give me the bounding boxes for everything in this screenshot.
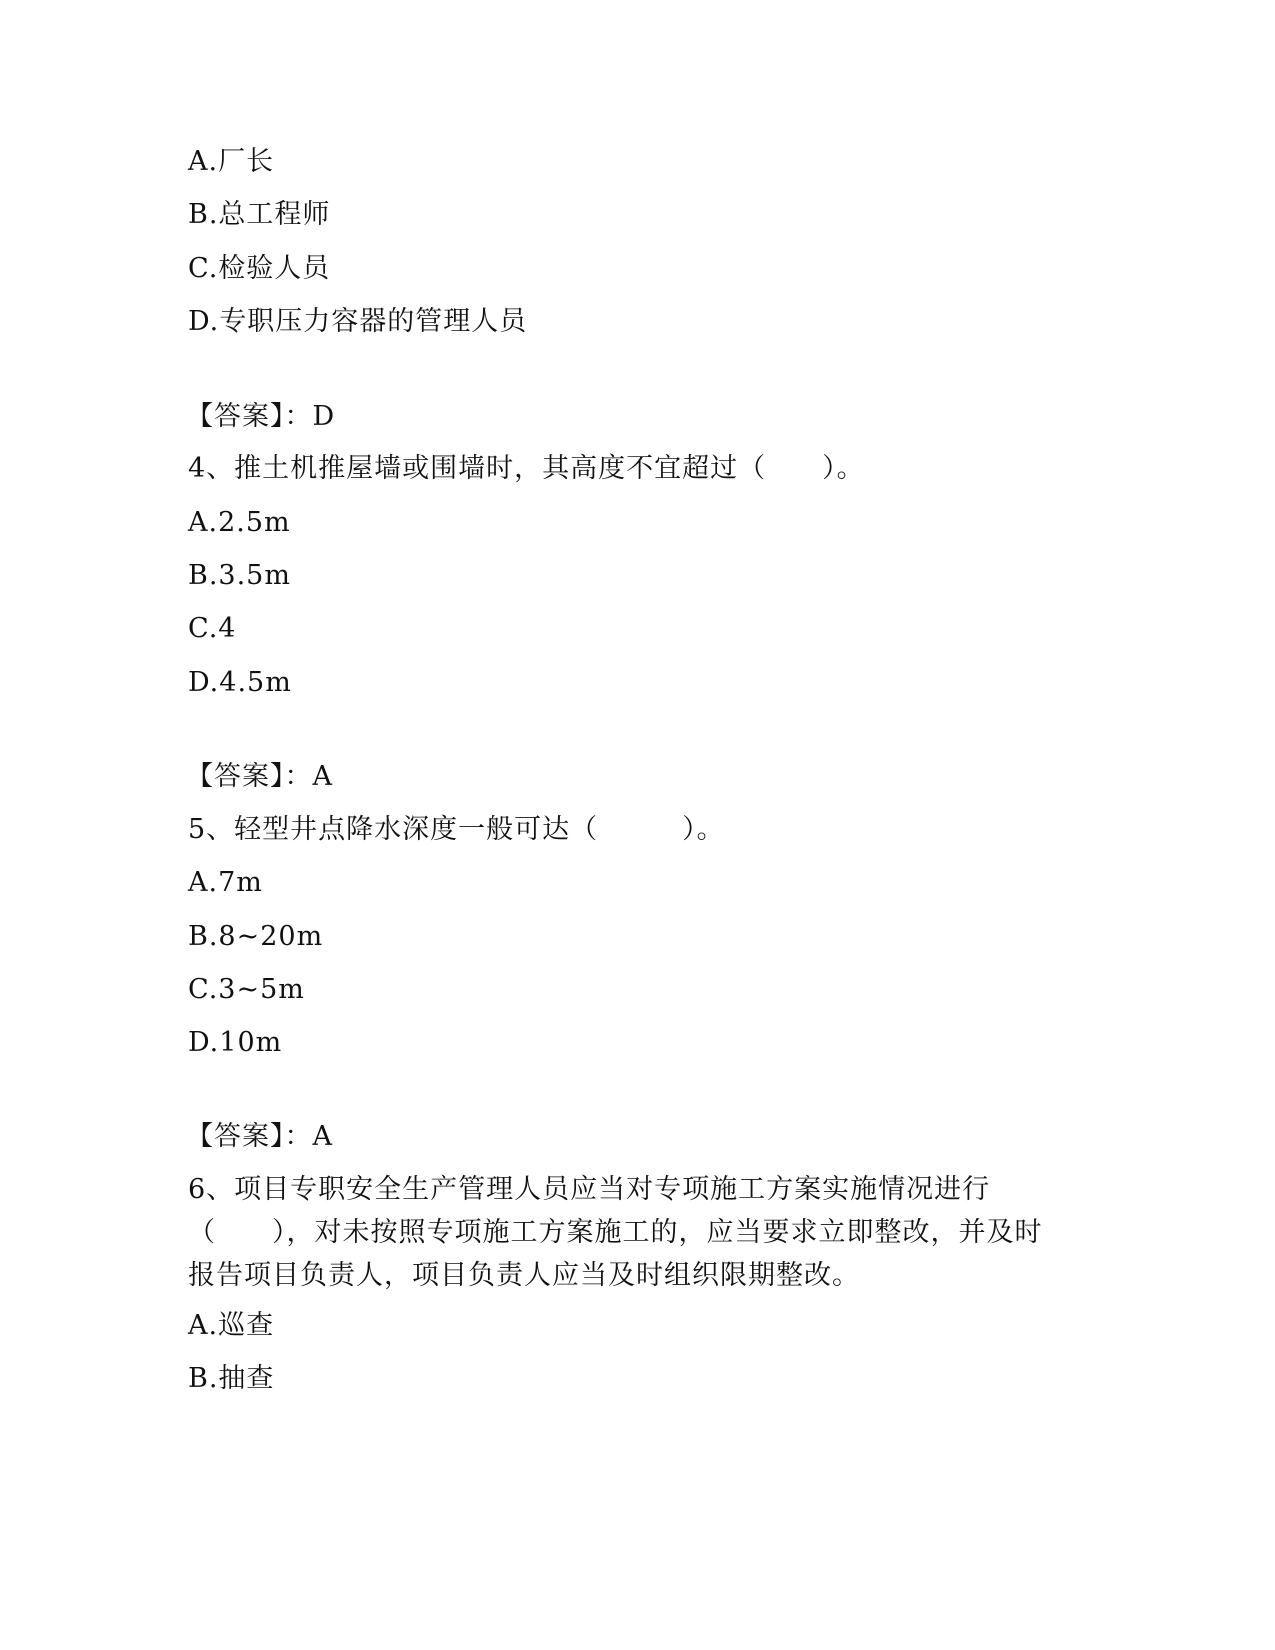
q5-answer: 【答案】：A <box>186 1121 333 1152</box>
q4-option-a: A.2.5m <box>188 507 291 538</box>
q3-option-b: B.总工程师 <box>188 199 331 230</box>
q6-question: 6、项目专职安全生产管理人员应当对专项施工方案实施情况进行（ ），对未按照专项施工方案施工的，应当要求立即整改，并及时报告项目负责人，项目负责人应当及时组织限期整改。 <box>188 1174 1043 1291</box>
q3-answer: 【答案】：D <box>186 401 336 432</box>
q3-option-c: C.检验人员 <box>188 253 331 284</box>
q3-option-a: A.厂长 <box>188 146 275 177</box>
q6-option-a: A.巡查 <box>188 1310 275 1341</box>
q4-option-d: D.4.5m <box>188 667 292 698</box>
q4-option-c: C.4 <box>188 613 237 644</box>
q5-option-b: B.8~20m <box>188 921 324 952</box>
q4-option-b: B.3.5m <box>188 560 291 591</box>
q4-question: 4、推土机推屋墙或围墙时，其高度不宜超过（ ）。 <box>188 453 865 484</box>
q6-option-b: B.抽查 <box>188 1363 275 1394</box>
q5-option-a: A.7m <box>188 867 263 898</box>
q5-option-d: D.10m <box>188 1027 283 1058</box>
q3-option-d: D.专职压力容器的管理人员 <box>188 306 528 337</box>
q5-option-c: C.3~5m <box>188 974 305 1005</box>
q4-answer: 【答案】：A <box>186 761 333 792</box>
q5-question: 5、轻型井点降水深度一般可达（ ）。 <box>188 814 725 845</box>
